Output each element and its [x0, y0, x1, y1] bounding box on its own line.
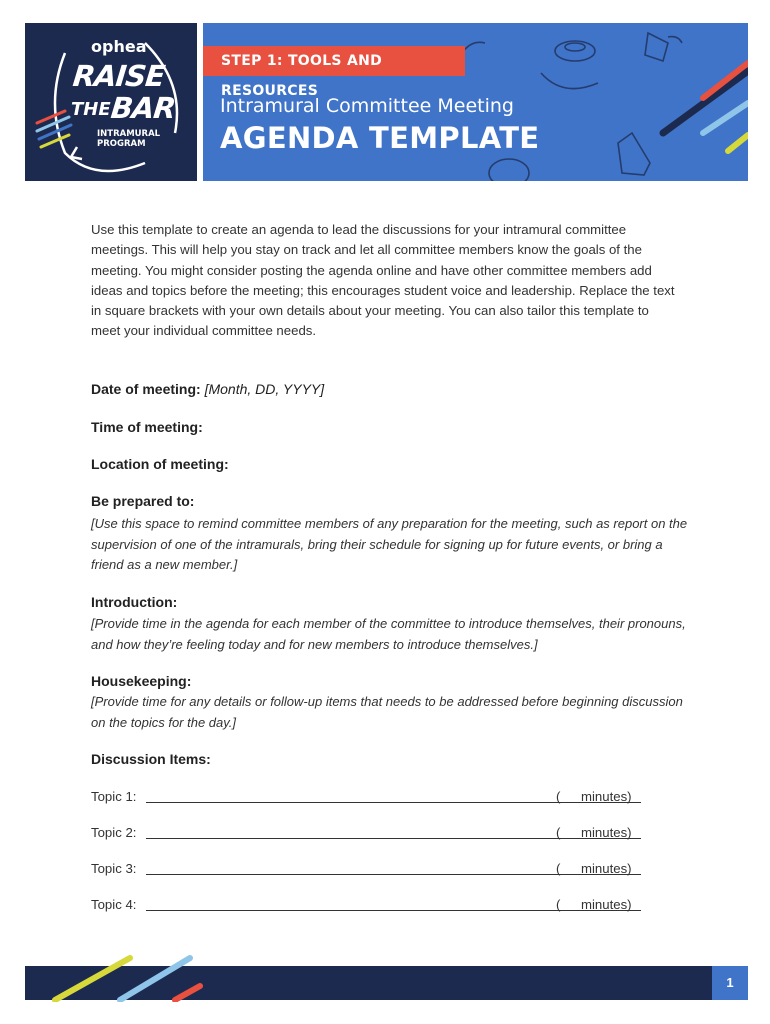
introduction-note: [Provide time in the agenda for each member of the committee to introduce themselves, their pronouns, and how they’re feeling today and for new members to introduce themselves.] — [91, 616, 686, 652]
discussion-items-label: Discussion Items: — [91, 751, 211, 767]
logo-program-line1: INTRAMURAL — [97, 129, 161, 139]
topic-label: Topic 1: — [91, 789, 137, 804]
footer-stripes-graphic — [25, 952, 255, 1002]
introduction-label: Introduction: — [91, 594, 178, 610]
document-subtitle: Intramural Committee Meeting — [220, 95, 514, 117]
topic-input-line[interactable] — [146, 802, 641, 803]
time-label: Time of meeting: — [91, 419, 203, 435]
document-title: AGENDA TEMPLATE — [220, 121, 540, 155]
minutes-label: minutes) — [581, 897, 632, 912]
step-label: STEP 1: TOOLS AND RESOURCES — [203, 46, 465, 76]
minutes-label: minutes) — [581, 861, 632, 876]
logo-raise-text: RAISE — [71, 59, 167, 93]
minutes-label: minutes) — [581, 825, 632, 840]
topic-row — [91, 861, 651, 879]
topic-label: Topic 3: — [91, 861, 137, 876]
logo-program-line2: PROGRAM — [97, 139, 146, 149]
minutes-label: minutes) — [581, 789, 632, 804]
prepared-note: [Use this space to remind committee members of any preparation for the meeting, such as report on the supervision of one of the intramurals, bring their schedule for signing up for future events, or bring a friend as a new member.] — [91, 516, 688, 572]
page-number: 1 — [712, 966, 748, 1000]
topic-input-line[interactable] — [146, 874, 641, 875]
raise-the-bar-logo — [25, 23, 197, 181]
minutes-open-paren: ( — [556, 861, 561, 876]
topic-input-line[interactable] — [146, 910, 641, 911]
minutes-open-paren: ( — [556, 789, 561, 804]
housekeeping-label: Housekeeping: — [91, 673, 192, 689]
page-footer — [25, 966, 748, 1000]
ophea-brand: ophea — [91, 37, 147, 56]
topic-input-line[interactable] — [146, 838, 641, 839]
topic-label: Topic 4: — [91, 897, 137, 912]
location-label: Location of meeting: — [91, 456, 229, 472]
housekeeping-note: [Provide time for any details or follow-up items that needs to be addressed before beginning discussion on the topics for the day.] — [91, 694, 683, 730]
topic-row — [91, 789, 651, 807]
date-label: Date of meeting: — [91, 381, 201, 397]
minutes-open-paren: ( — [556, 825, 561, 840]
date-field — [91, 381, 324, 397]
topic-row — [91, 897, 651, 915]
prepared-label: Be prepared to: — [91, 493, 195, 509]
header-banner — [203, 23, 748, 181]
date-value: [Month, DD, YYYY] — [204, 381, 325, 397]
topic-row — [91, 825, 651, 843]
logo-the-text: THE — [71, 99, 111, 120]
topic-label: Topic 2: — [91, 825, 137, 840]
intro-paragraph: Use this template to create an agenda to lead the discussions for your intramural committee meetings. This will help you stay on track and let all committee members know the goals of the meeting. You might consider posting the agenda online and have other committee members add ideas and topics before the meeting; this encourages student voice and leadership. Replace the text in square brackets with your own details about your meeting. You can also tailor this template to meet your individual committee needs. — [91, 222, 675, 339]
minutes-open-paren: ( — [556, 897, 561, 912]
logo-bar-text: BAR — [109, 91, 177, 125]
logo-program-text — [97, 129, 160, 149]
